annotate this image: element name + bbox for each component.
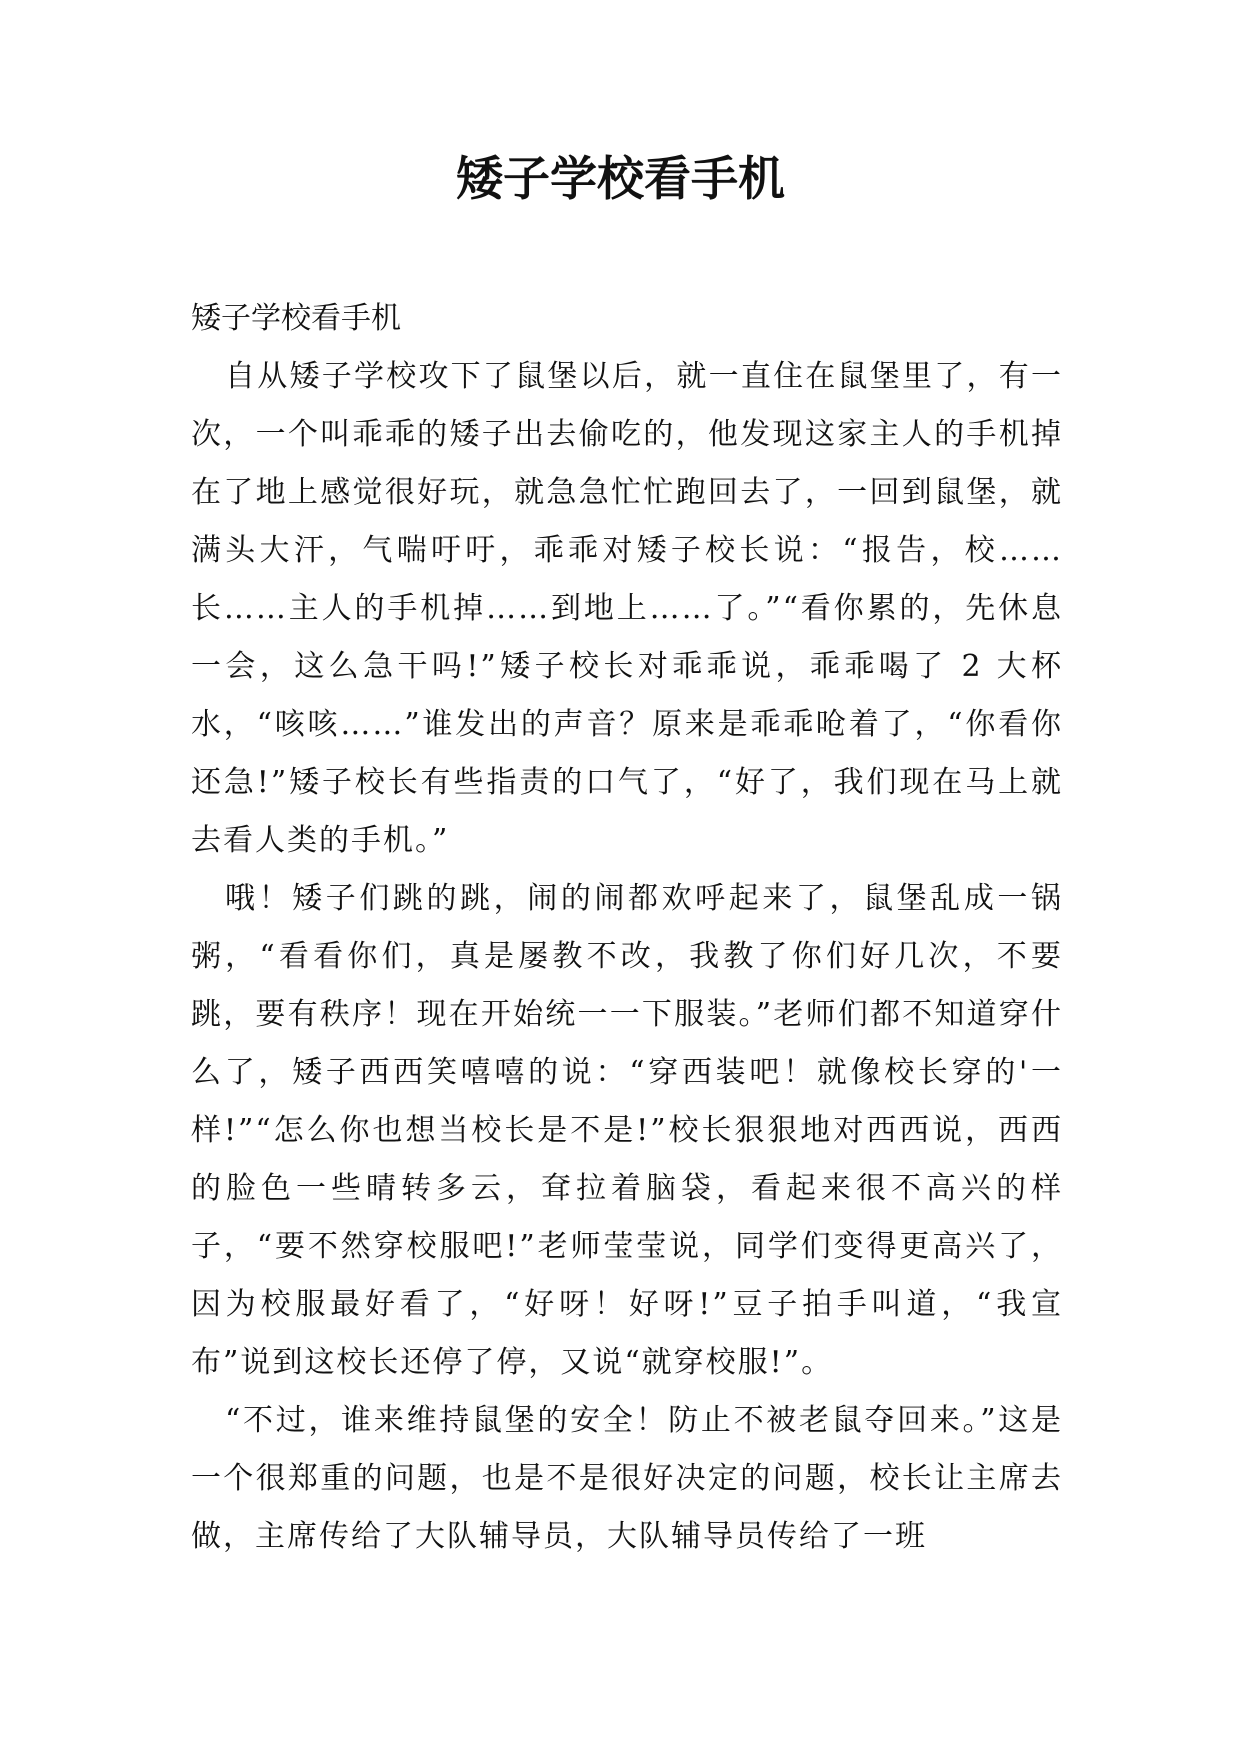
- document-title: 矮子学校看手机: [456, 152, 785, 207]
- paragraph-1: 自从矮子学校攻下了鼠堡以后，就一直住在鼠堡里了，有一次，一个叫乖乖的矮子出去偷吃的，他发现这家主人的手机掉在了地上感觉很好玩，就急急忙忙跑回去了，一回到鼠堡，就满头大汗，气喘吁吁，乖乖对矮子校长说：“报告，校……长……主人的手机掉……到地上……了。”“看你累的，先休息一会，这么急干吗!”矮子校长对乖乖说，乖乖喝了 2 大杯水，“咳咳……”谁发出的声音？原来是乖乖呛着了，“你看你还急!”矮子校长有些指责的口气了，“好了，我们现在马上就去看人类的手机。”: [191, 359, 1063, 858]
- document-subtitle: 矮子学校看手机: [191, 301, 401, 336]
- document-body: [191, 290, 1063, 1566]
- paragraph-2: 哦！矮子们跳的跳，闹的闹都欢呼起来了，鼠堡乱成一锅粥，“看看你们，真是屡教不改，我教了你们好几次，不要跳，要有秩序！现在开始统一一下服装。”老师们都不知道穿什么了，矮子西西笑嘻嘻的说：“穿西装吧！就像校长穿的'一样!”“怎么你也想当校长是不是!”校长狠狠地对西西说，西西的脸色一些晴转多云，耷拉着脑袋，看起来很不高兴的样子，“要不然穿校服吧!”老师莹莹说，同学们变得更高兴了，因为校服最好看了，“好呀！好呀!”豆子拍手叫道，“我宣布”说到这校长还停了停，又说“就穿校服!”。: [191, 881, 1063, 1380]
- paragraph-3: “不过，谁来维持鼠堡的安全！防止不被老鼠夺回来。”这是一个很郑重的问题，也是不是很好决定的问题，校长让主席去做，主席传给了大队辅导员，大队辅导员传给了一班: [191, 1403, 1063, 1554]
